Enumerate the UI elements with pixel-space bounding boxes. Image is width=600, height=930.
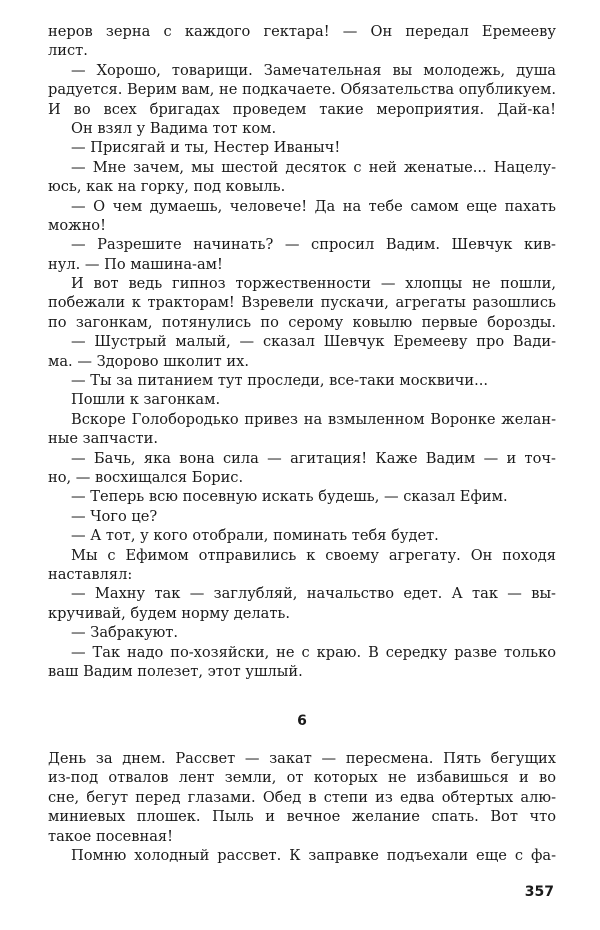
text-line: ма. — Здорово школит их. [48,352,249,370]
text-line: юсь, как на горку, под ковыль. [48,178,286,196]
text-line: — Мне зачем, мы шестой десяток с ней женатые... Нацелу- [71,158,556,176]
text-line: — О чем думаешь, человече! Да на тебе самом еще пахать [71,197,556,215]
text-line: Вскоре Голобородько привез на взмыленном Воронке желан- [71,410,556,428]
text-line: — Так надо по-хозяйски, не с краю. В середку разве только [71,643,556,661]
text-line: лист. [48,42,88,60]
text-line: миниевых плошек. Пыль и вечное желание спать. Вот что [48,808,556,826]
text-line: Мы с Ефимом отправились к своему агрегату. Он походя [71,546,556,564]
text-line: — Бачь, яка вона сила — агитация! Каже Вадим — и точ- [71,449,556,467]
text-line: сне, бегут перед глазами. Обед в степи из едва обтертых алю- [48,788,556,806]
chapter-number: 6 [297,713,307,729]
text-line: — Чого це? [71,507,158,525]
text-line: — Шустрый малый, — сказал Шевчук Еремееву про Вади- [71,333,556,351]
text-line: можно! [48,216,106,234]
text-line: из-под отвалов лент земли, от которых не избавишься и во [48,769,556,787]
text-line: Пошли к загонкам. [71,391,221,409]
text-line: — А тот, у кого отобрали, поминать тебя будет. [71,527,439,545]
text-line: неров зерна с каждого гектара! — Он передал Еремееву [48,23,556,40]
text-line: по загонкам, потянулись по серому ковылю первые борозды. [48,313,556,331]
text-line: — Присягай и ты, Нестер Иваныч! [71,139,341,157]
text-line: И во всех бригадах проведем такие мероприятия. Дай-ка! [48,100,556,118]
text-line: кручивай, будем норму делать. [48,604,291,622]
text-line: — Разрешите начинать? — спросил Вадим. Шевчук кив- [71,236,556,254]
text-line: радуется. Верим вам, не подкачаете. Обязательства опубликуем. [48,81,556,99]
text-block-bottom [48,749,556,865]
text-line: наставлял: [48,565,133,583]
text-line: нул. — По машина-ам! [48,255,223,273]
text-line: Он взял у Вадима тот ком. [71,119,277,137]
text-line: — Ты за питанием тут проследи, все-таки москвичи... [71,372,489,390]
text-block-top [48,22,556,681]
text-line: — Теперь всю посевную искать будешь, — сказал Ефим. [71,488,508,506]
text-line: ваш Вадим полезет, этот ушлый. [48,662,303,680]
text-line: — Забракуют. [71,624,178,642]
text-line: ные запчасти. [48,430,158,448]
text-line: — Хорошо, товарищи. Замечательная вы молодежь, душа [71,61,556,79]
page-number: 357 [524,884,554,900]
text-line: побежали к тракторам! Взревели пускачи, агрегаты разошлись [48,294,556,312]
text-line: такое посевная! [48,827,173,845]
text-line: Помню холодный рассвет. К заправке подъехали еще с фа- [71,846,556,864]
text-line: И вот ведь гипноз торжественности — хлопцы не пошли, [71,275,556,293]
text-line: но, — восхищался Борис. [48,468,244,486]
text-line: — Махну так — заглубляй, начальство едет. А так — вы- [71,585,556,603]
text-line: День за днем. Рассвет — закат — пересмена. Пять бегущих [48,750,556,767]
